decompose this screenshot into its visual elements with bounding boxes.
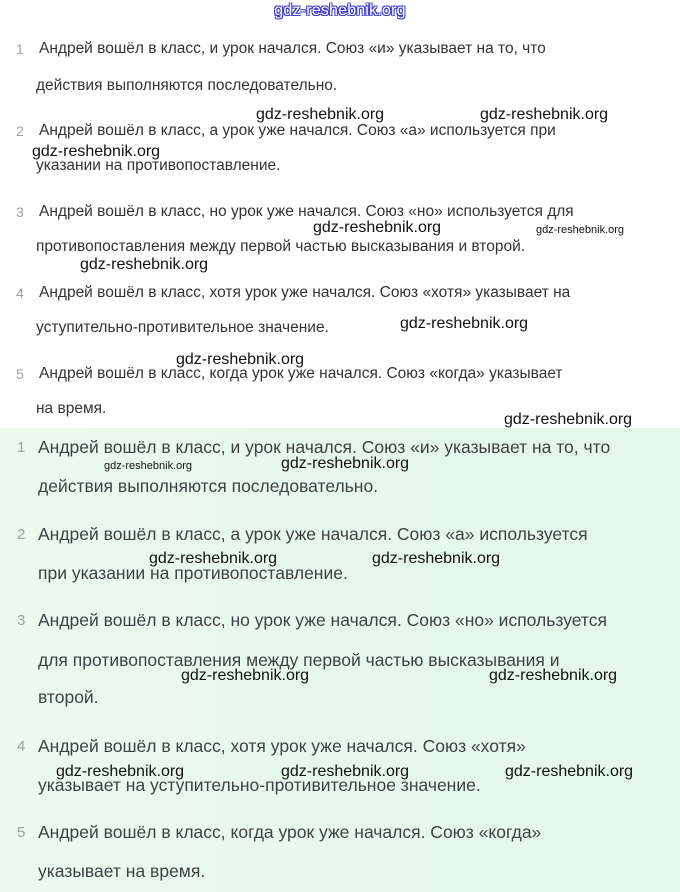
watermark: gdz-reshebnik.org [56,763,185,780]
watermark: gdz-reshebnik.org [32,143,161,160]
answer-line: Андрей вошёл в класс, хотя урок уже начался. Союз «хотя» [38,736,526,756]
answer-number: 4 [16,285,24,301]
answer-line: Андрей вошёл в класс, когда урок уже начался. Союз «когда» указывает [39,365,563,382]
answer-line: Андрей вошёл в класс, но урок уже начался. Союз «но» используется для [39,203,574,220]
header-watermark: gdz-reshebnik.org [274,2,406,19]
watermark: gdz-reshebnik.org [480,106,609,123]
watermark: gdz-reshebnik.org [176,351,305,368]
answer-number: 5 [16,366,24,382]
answer-line: Андрей вошёл в класс, а урок уже начался. Союз «а» используется [38,524,588,544]
watermark: gdz-reshebnik.org [80,256,209,273]
answer-line: Андрей вошёл в класс, и урок начался. Союз «и» указывает на то, что [38,437,611,457]
answer-line: противопоставления между первой частью высказывания и второй. [36,238,526,255]
answer-section-plain [0,0,680,428]
watermark: gdz-reshebnik.org [489,667,618,684]
answer-line: Андрей вошёл в класс, а урок уже начался. Союз «а» используется при [39,122,556,139]
answer-line: на время. [36,400,107,417]
watermark: gdz-reshebnik.org [281,763,410,780]
watermark: gdz-reshebnik.org [149,550,278,567]
answer-number: 2 [17,526,26,543]
answer-number: 4 [17,738,26,755]
answer-line: указывает на уступительно-противительное значение. [38,775,481,795]
answer-line: указании на противопоставление. [36,157,281,174]
watermark: gdz-reshebnik.org [505,763,634,780]
watermark: gdz-reshebnik.org [536,224,625,236]
watermark: gdz-reshebnik.org [181,667,310,684]
watermark: gdz-reshebnik.org [104,460,193,472]
answer-line: Андрей вошёл в класс, когда урок уже начался. Союз «когда» [38,822,542,842]
answer-line: при указании на противопоставление. [38,563,348,583]
answer-number: 5 [17,824,26,841]
answer-line: Андрей вошёл в класс, хотя урок уже начался. Союз «хотя» указывает на [39,284,571,301]
answer-number: 3 [17,612,26,629]
watermark: gdz-reshebnik.org [504,411,633,428]
watermark: gdz-reshebnik.org [400,315,529,332]
answer-number: 3 [16,204,24,220]
answer-number: 2 [16,123,24,139]
answer-line: действия выполняются последовательно. [36,77,338,94]
answer-number: 1 [17,439,26,456]
answer-line: Андрей вошёл в класс, и урок начался. Союз «и» указывает на то, что [39,40,546,57]
watermark: gdz-reshebnik.org [372,550,501,567]
answer-line: второй. [38,687,99,707]
answer-section-highlighted [0,428,680,892]
watermark: gdz-reshebnik.org [313,219,442,236]
answer-line: действия выполняются последовательно. [38,476,379,496]
answer-number: 1 [16,41,24,57]
answer-line: уступительно-противительное значение. [36,319,329,336]
answer-line: для противопоставления между первой частью высказывания и [38,650,560,670]
answer-line: Андрей вошёл в класс, но урок уже начался. Союз «но» используется [38,610,607,630]
watermark: gdz-reshebnik.org [281,455,410,472]
answer-line: указывает на время. [38,861,206,881]
watermark: gdz-reshebnik.org [256,106,385,123]
